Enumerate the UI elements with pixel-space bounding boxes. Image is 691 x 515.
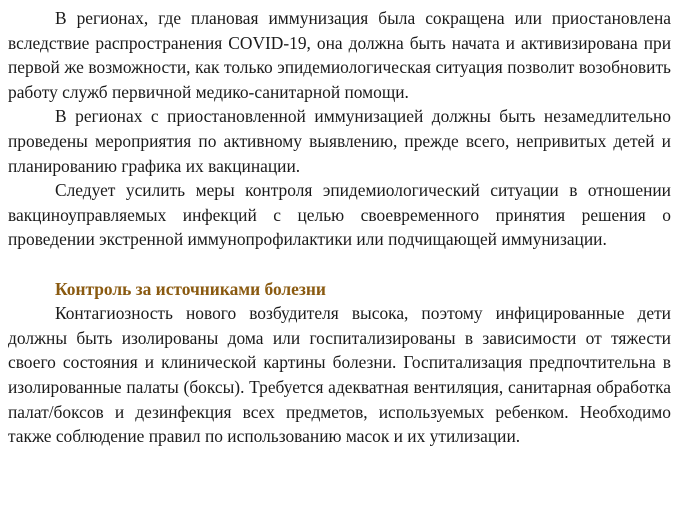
paragraph-detect-unvaccinated: В регионах с приостановленной иммунизацией должны быть незамедлительно проведены мероприятия по активному выявлению, прежде всего, непривитых детей и планированию графика их вакцинации. (8, 106, 671, 176)
section-heading: Контроль за источниками болезни (55, 278, 326, 299)
document-page (8, 6, 671, 449)
paragraph-strengthen-control: Следует усилить меры контроля эпидемиологический ситуации в отношении вакциноуправляемых инфекций с целью своевременного принятия решения о проведении экстренной иммунопрофилактики или подчищающей иммунизации. (8, 180, 671, 250)
paragraph-isolation: Контагиозность нового возбудителя высока, поэтому инфицированные дети должны быть изолированы дома или госпитализированы в зависимости от тяжести своего состояния и клинической картины болезни. Госпитализация предпочтительна в изолированные палаты (боксы). Требуется адекватная вентиляция, санитарная обработка палат/боксов и дезинфекция всех предметов, используемых ребенком. Необходимо также соблюдение правил по использованию масок и их утилизации. (8, 303, 671, 447)
paragraph-resume-immunization: В регионах, где плановая иммунизация была сокращена или приостановлена вследствие распространения COVID-19, она должна быть начата и активизирована при первой же возможности, как только эпидемиологическая ситуация позволит возобновить работу служб первичной медико-санитарной помощи. (8, 8, 671, 102)
